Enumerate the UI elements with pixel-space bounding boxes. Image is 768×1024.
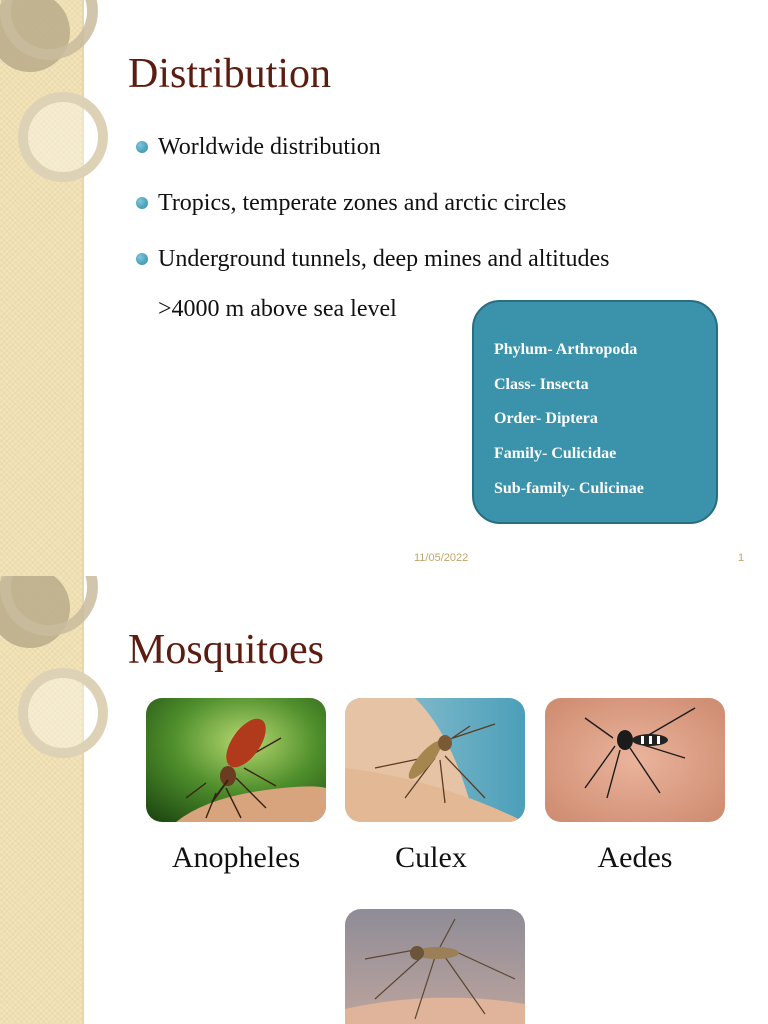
anopheles-photo [146, 698, 326, 822]
bullet-item [134, 188, 724, 218]
decorative-side-band [0, 576, 84, 1024]
decorative-side-band [0, 0, 84, 576]
footer-date: 11/05/2022 [414, 552, 469, 564]
bullet-continuation-text: >4000 m above sea level [158, 296, 397, 322]
slide-title: Mosquitoes [128, 627, 325, 673]
aedes-photo [545, 698, 725, 822]
bullet-dot-icon [136, 253, 148, 265]
caption-anopheles: Anopheles [171, 841, 301, 874]
slide-mosquitoes [0, 576, 768, 1024]
bullet-text: Tropics, temperate zones and arctic circles [158, 190, 567, 216]
culex-photo [345, 698, 525, 822]
decorative-ring [18, 92, 108, 182]
mosquito-photo [345, 909, 525, 1024]
caption-aedes: Aedes [597, 841, 673, 874]
classification-box [472, 300, 718, 524]
bullet-dot-icon [136, 197, 148, 209]
bullet-dot-icon [136, 141, 148, 153]
slide-number: 1 [738, 552, 745, 564]
slide-title: Distribution [128, 51, 332, 97]
bullet-text: Underground tunnels, deep mines and altitudes [158, 246, 610, 272]
bullet-item [134, 132, 724, 162]
classification-subfamily: Sub-family- Culicinae [494, 479, 644, 497]
caption-culex: Culex [395, 841, 467, 874]
classification-order: Order- Diptera [494, 410, 598, 428]
classification-family: Family- Culicidae [494, 445, 617, 463]
classification-class: Class- Insecta [494, 375, 589, 393]
decorative-ring [18, 668, 108, 758]
classification-phylum: Phylum- Arthropoda [494, 341, 638, 358]
bullet-text: Worldwide distribution [158, 134, 381, 160]
